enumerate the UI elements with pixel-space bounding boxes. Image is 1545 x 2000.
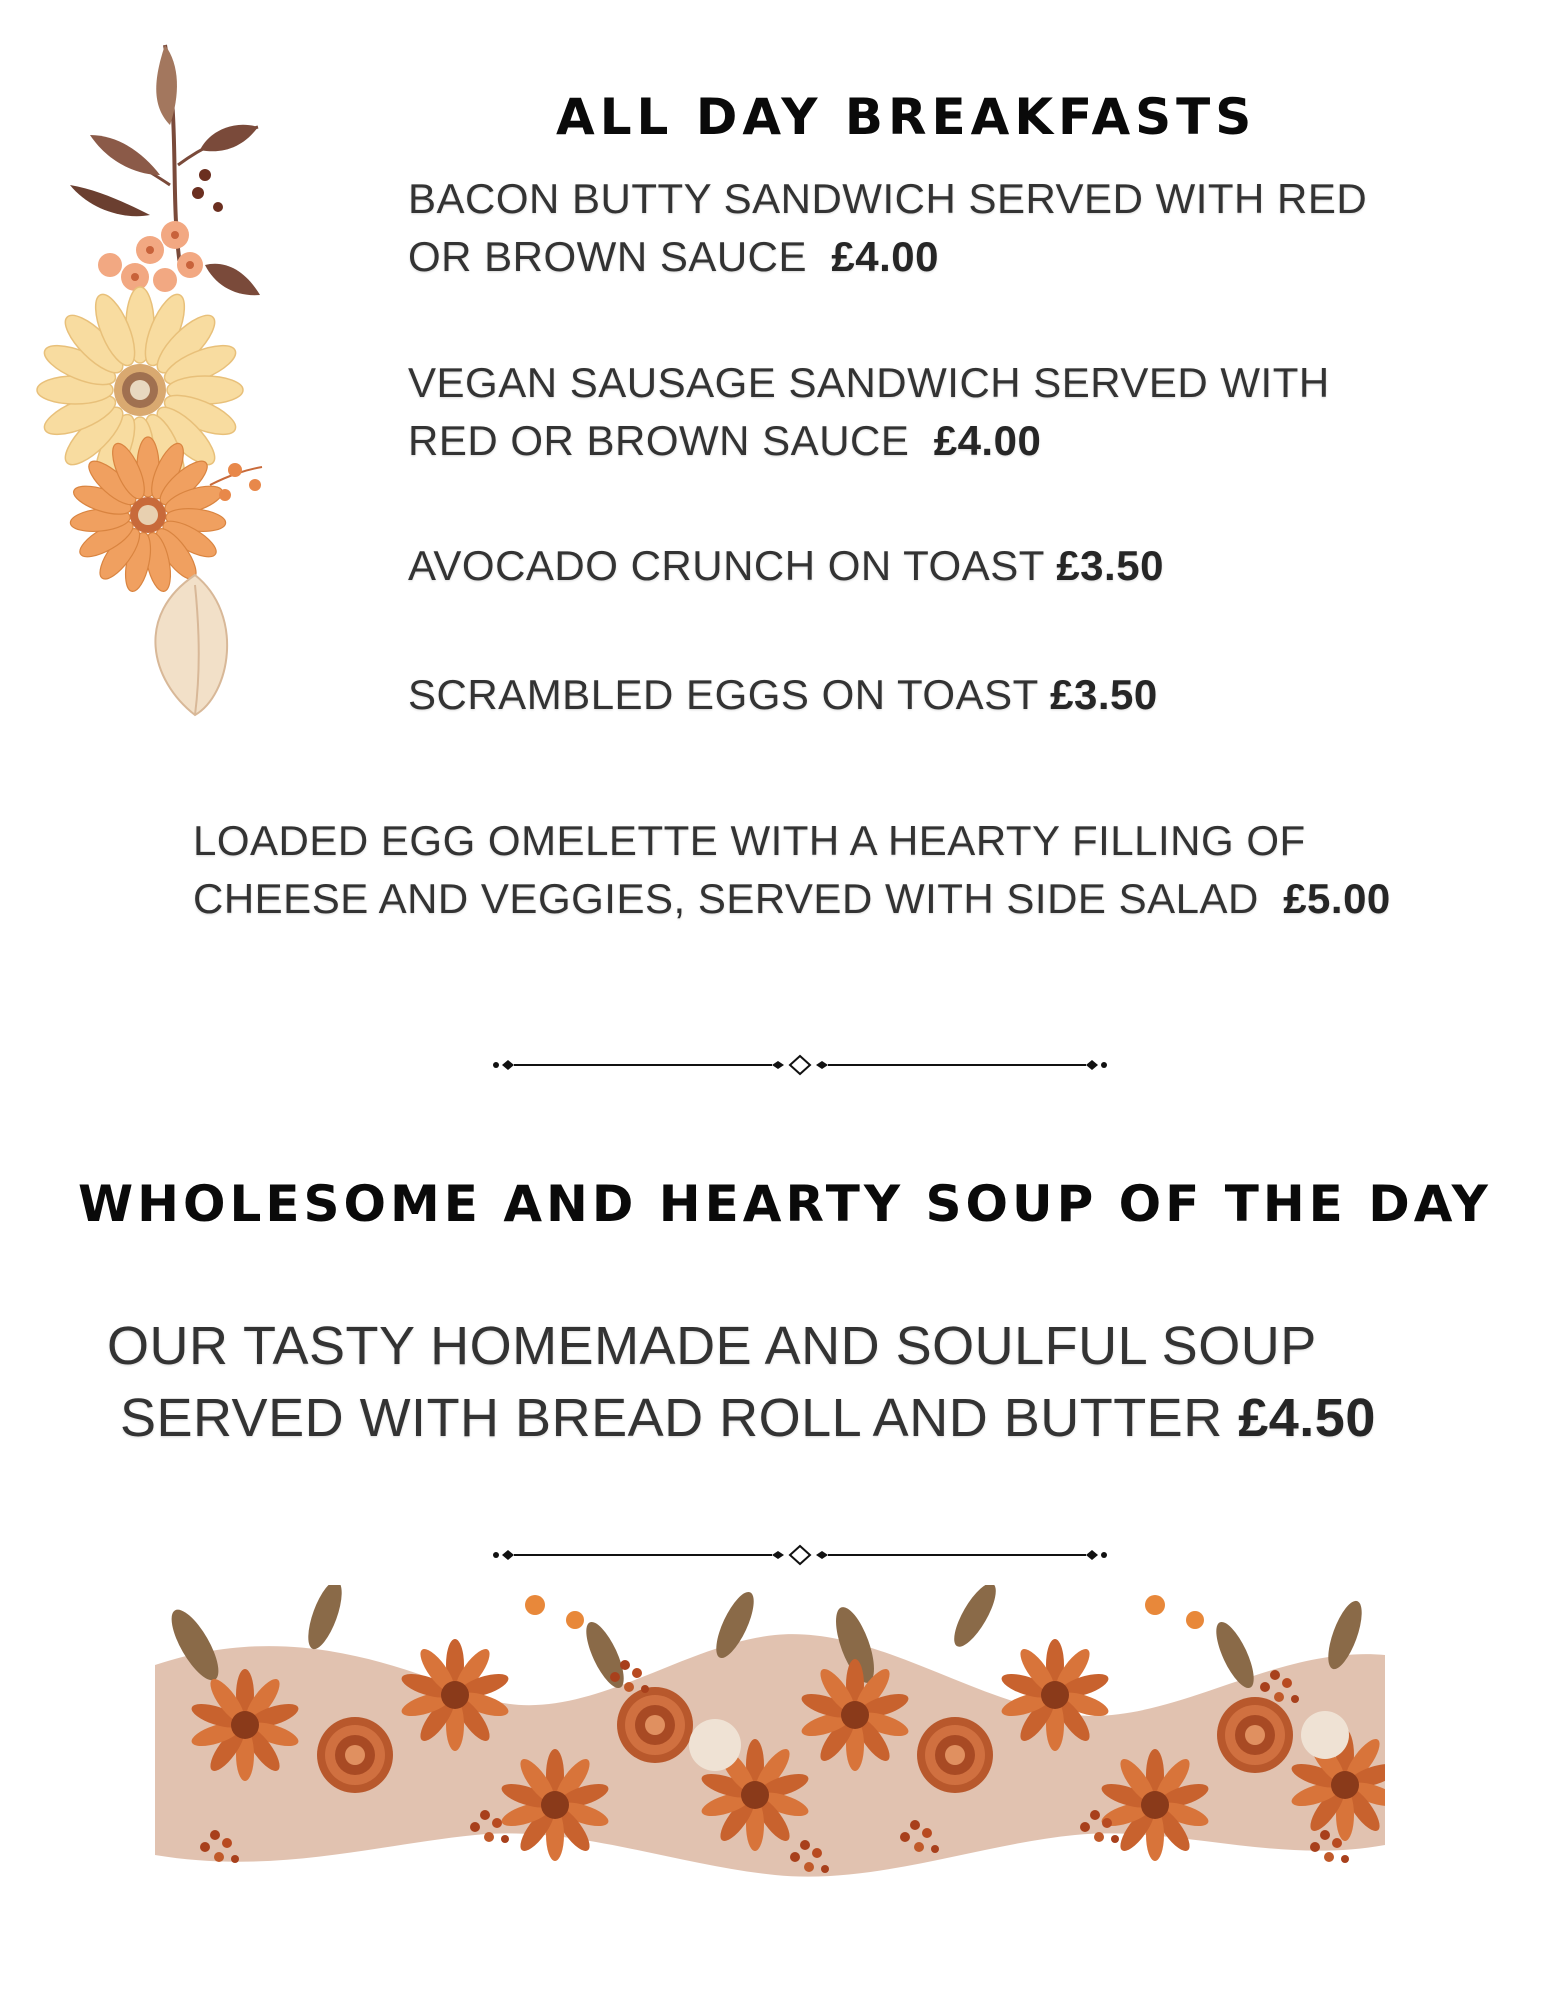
soup-description: OUR TASTY HOMEMADE AND SOULFUL SOUP [107, 1316, 1317, 1376]
menu-item-description: BACON BUTTY SANDWICH SERVED WITH RED [408, 175, 1368, 222]
menu-item-avocado-crunch [408, 537, 1164, 595]
menu-item-line-with-price [193, 870, 1391, 928]
menu-item-price: £4.00 [933, 417, 1042, 464]
menu-item-price: £3.50 [1056, 542, 1164, 589]
menu-item-description: VEGAN SAUSAGE SANDWICH SERVED WITH [408, 359, 1330, 406]
menu-item-line-with-price [408, 666, 1158, 724]
menu-item-line-with-price [408, 228, 1367, 286]
menu-item-description: SCRAMBLED EGGS ON TOAST [408, 671, 1038, 718]
menu-item-line-with-price [408, 412, 1330, 470]
breakfast-section-title: ALL DAY BREAKFASTS [556, 88, 1257, 146]
menu-item-loaded-omelette [193, 812, 1391, 928]
soup-price: £4.50 [1238, 1388, 1376, 1448]
ornamental-divider [490, 1050, 1110, 1080]
menu-item-scrambled-eggs [408, 666, 1158, 724]
floral-spray-decoration [30, 15, 290, 730]
menu-item-bacon-butty [408, 170, 1367, 286]
soup-description-with-price [120, 1382, 1376, 1454]
menu-item-price: £4.00 [831, 233, 939, 280]
floral-border-decoration [155, 1585, 1385, 1895]
menu-item-description: OR BROWN SAUCE [408, 233, 808, 280]
menu-item-price: £3.50 [1050, 671, 1158, 718]
menu-item-vegan-sausage [408, 354, 1330, 470]
menu-item-description: LOADED EGG OMELETTE WITH A HEARTY FILLING OF [193, 817, 1306, 864]
menu-item-price: £5.00 [1283, 875, 1391, 922]
menu-item-description: RED OR BROWN SAUCE [408, 417, 910, 464]
soup-description: SERVED WITH BREAD ROLL AND BUTTER [120, 1388, 1223, 1448]
menu-item-description: CHEESE AND VEGGIES, SERVED WITH SIDE SALAD [193, 875, 1259, 922]
menu-item-description: AVOCADO CRUNCH ON TOAST [408, 542, 1045, 589]
menu-item-line-with-price [408, 537, 1164, 595]
soup-section-title: WHOLESOME AND HEARTY SOUP OF THE DAY [78, 1175, 1492, 1233]
ornamental-divider [490, 1540, 1110, 1570]
